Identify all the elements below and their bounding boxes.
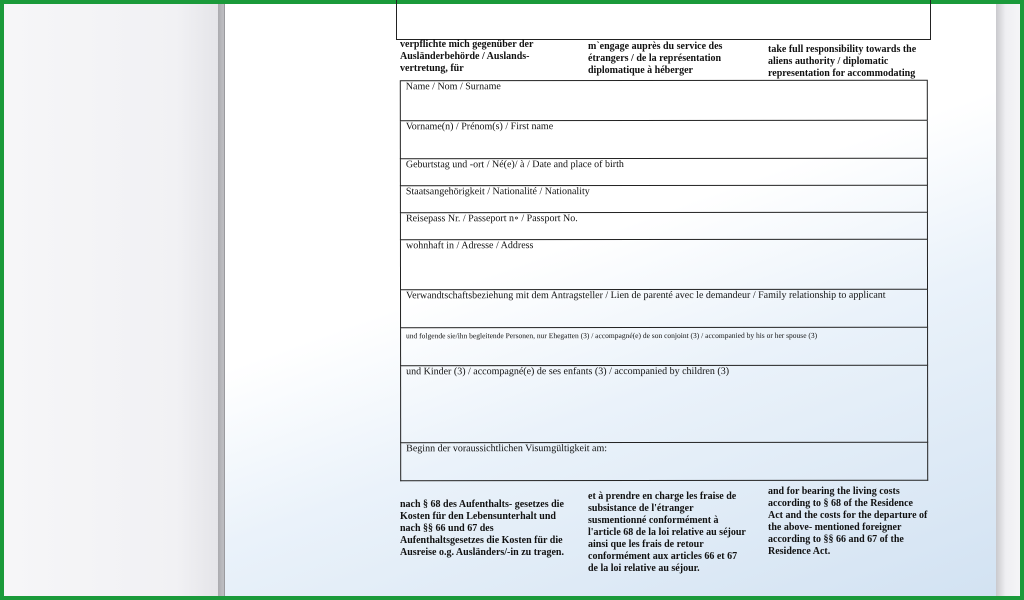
relationship-label: Verwandtschaftsbeziehung mit dem Antragsteller / Lien de parenté avec le demandeur / Family relationship to applicant — [406, 289, 886, 302]
nationality-field[interactable] — [400, 186, 928, 214]
first-name-label: Vorname(n) / Prénom(s) / First name — [405, 121, 554, 133]
page-edge — [996, 4, 1020, 596]
passport-number-label: Reisepass Nr. / Passeport n∘ / Passport No. — [405, 213, 578, 225]
passport-number-field[interactable] — [400, 213, 928, 241]
left-page — [4, 4, 220, 596]
guest-details-table — [400, 80, 928, 482]
header-text-english: take full responsibility towards the aliens authority / diplomatic representation for accommodating — [768, 44, 917, 79]
spouse-label: und folgende sie/ihn begleitende Personen, nur Ehegatten (3) / accompagné(e) de son conjoint (3) / accompanied by his or her spouse (3) — [406, 330, 818, 341]
footer-text-english: and for bearing the living costs according to § 68 of the Residence Act and the costs for the departure of the above- mentioned foreigner according to §§ 66 and 67 of the Residence Act. — [768, 486, 928, 557]
birth-date-place-label: Geburtstag und -ort / Né(e)/ à / Date and place of birth — [405, 159, 624, 171]
header-text-german: verpflichte mich gegenüber der Ausländerbehörde / Auslands- vertretung, für — [400, 39, 534, 74]
spouse-field[interactable] — [400, 328, 928, 367]
children-label: und Kinder (3) / accompagné(e) de ses enfants (3) / accompanied by children (3) — [406, 365, 730, 378]
birth-date-place-field[interactable] — [400, 159, 928, 187]
children-field[interactable] — [400, 366, 928, 444]
relationship-field[interactable] — [400, 290, 928, 329]
previous-form-box — [396, 0, 931, 40]
surname-label: Name / Nom / Surname — [405, 81, 501, 93]
first-name-field[interactable] — [400, 121, 928, 160]
nationality-label: Staatsangehörigkeit / Nationalité / Nationality — [405, 186, 590, 198]
address-label: wohnhaft in / Adresse / Address — [405, 240, 534, 252]
footer-text-french: et à prendre en charge les fraise de subsistance de l'étranger susmentionné conformément à l'article 68 de la loi relative au séjour ainsi que les frais de retour conformément aux articles 66 et 67 de la loi relative au séjour. — [588, 491, 746, 574]
footer-text-german: nach § 68 des Aufenthalts- gesetzes die Kosten für den Lebensunterhalt und nach §§ 66 und 67 des Aufenthaltsgesetzes die Kosten für die Ausreise o.g. Ausländers/-in zu tragen. — [400, 499, 564, 558]
address-field[interactable] — [400, 240, 928, 291]
visa-start-label: Beginn der voraussichtlichen Visumgültigkeit am: — [406, 443, 608, 455]
visa-start-field[interactable] — [400, 443, 928, 482]
header-text-french: m`engage auprès du service des étrangers / de la représentation diplomatique à héberger — [588, 41, 723, 76]
surname-field[interactable] — [400, 80, 928, 122]
